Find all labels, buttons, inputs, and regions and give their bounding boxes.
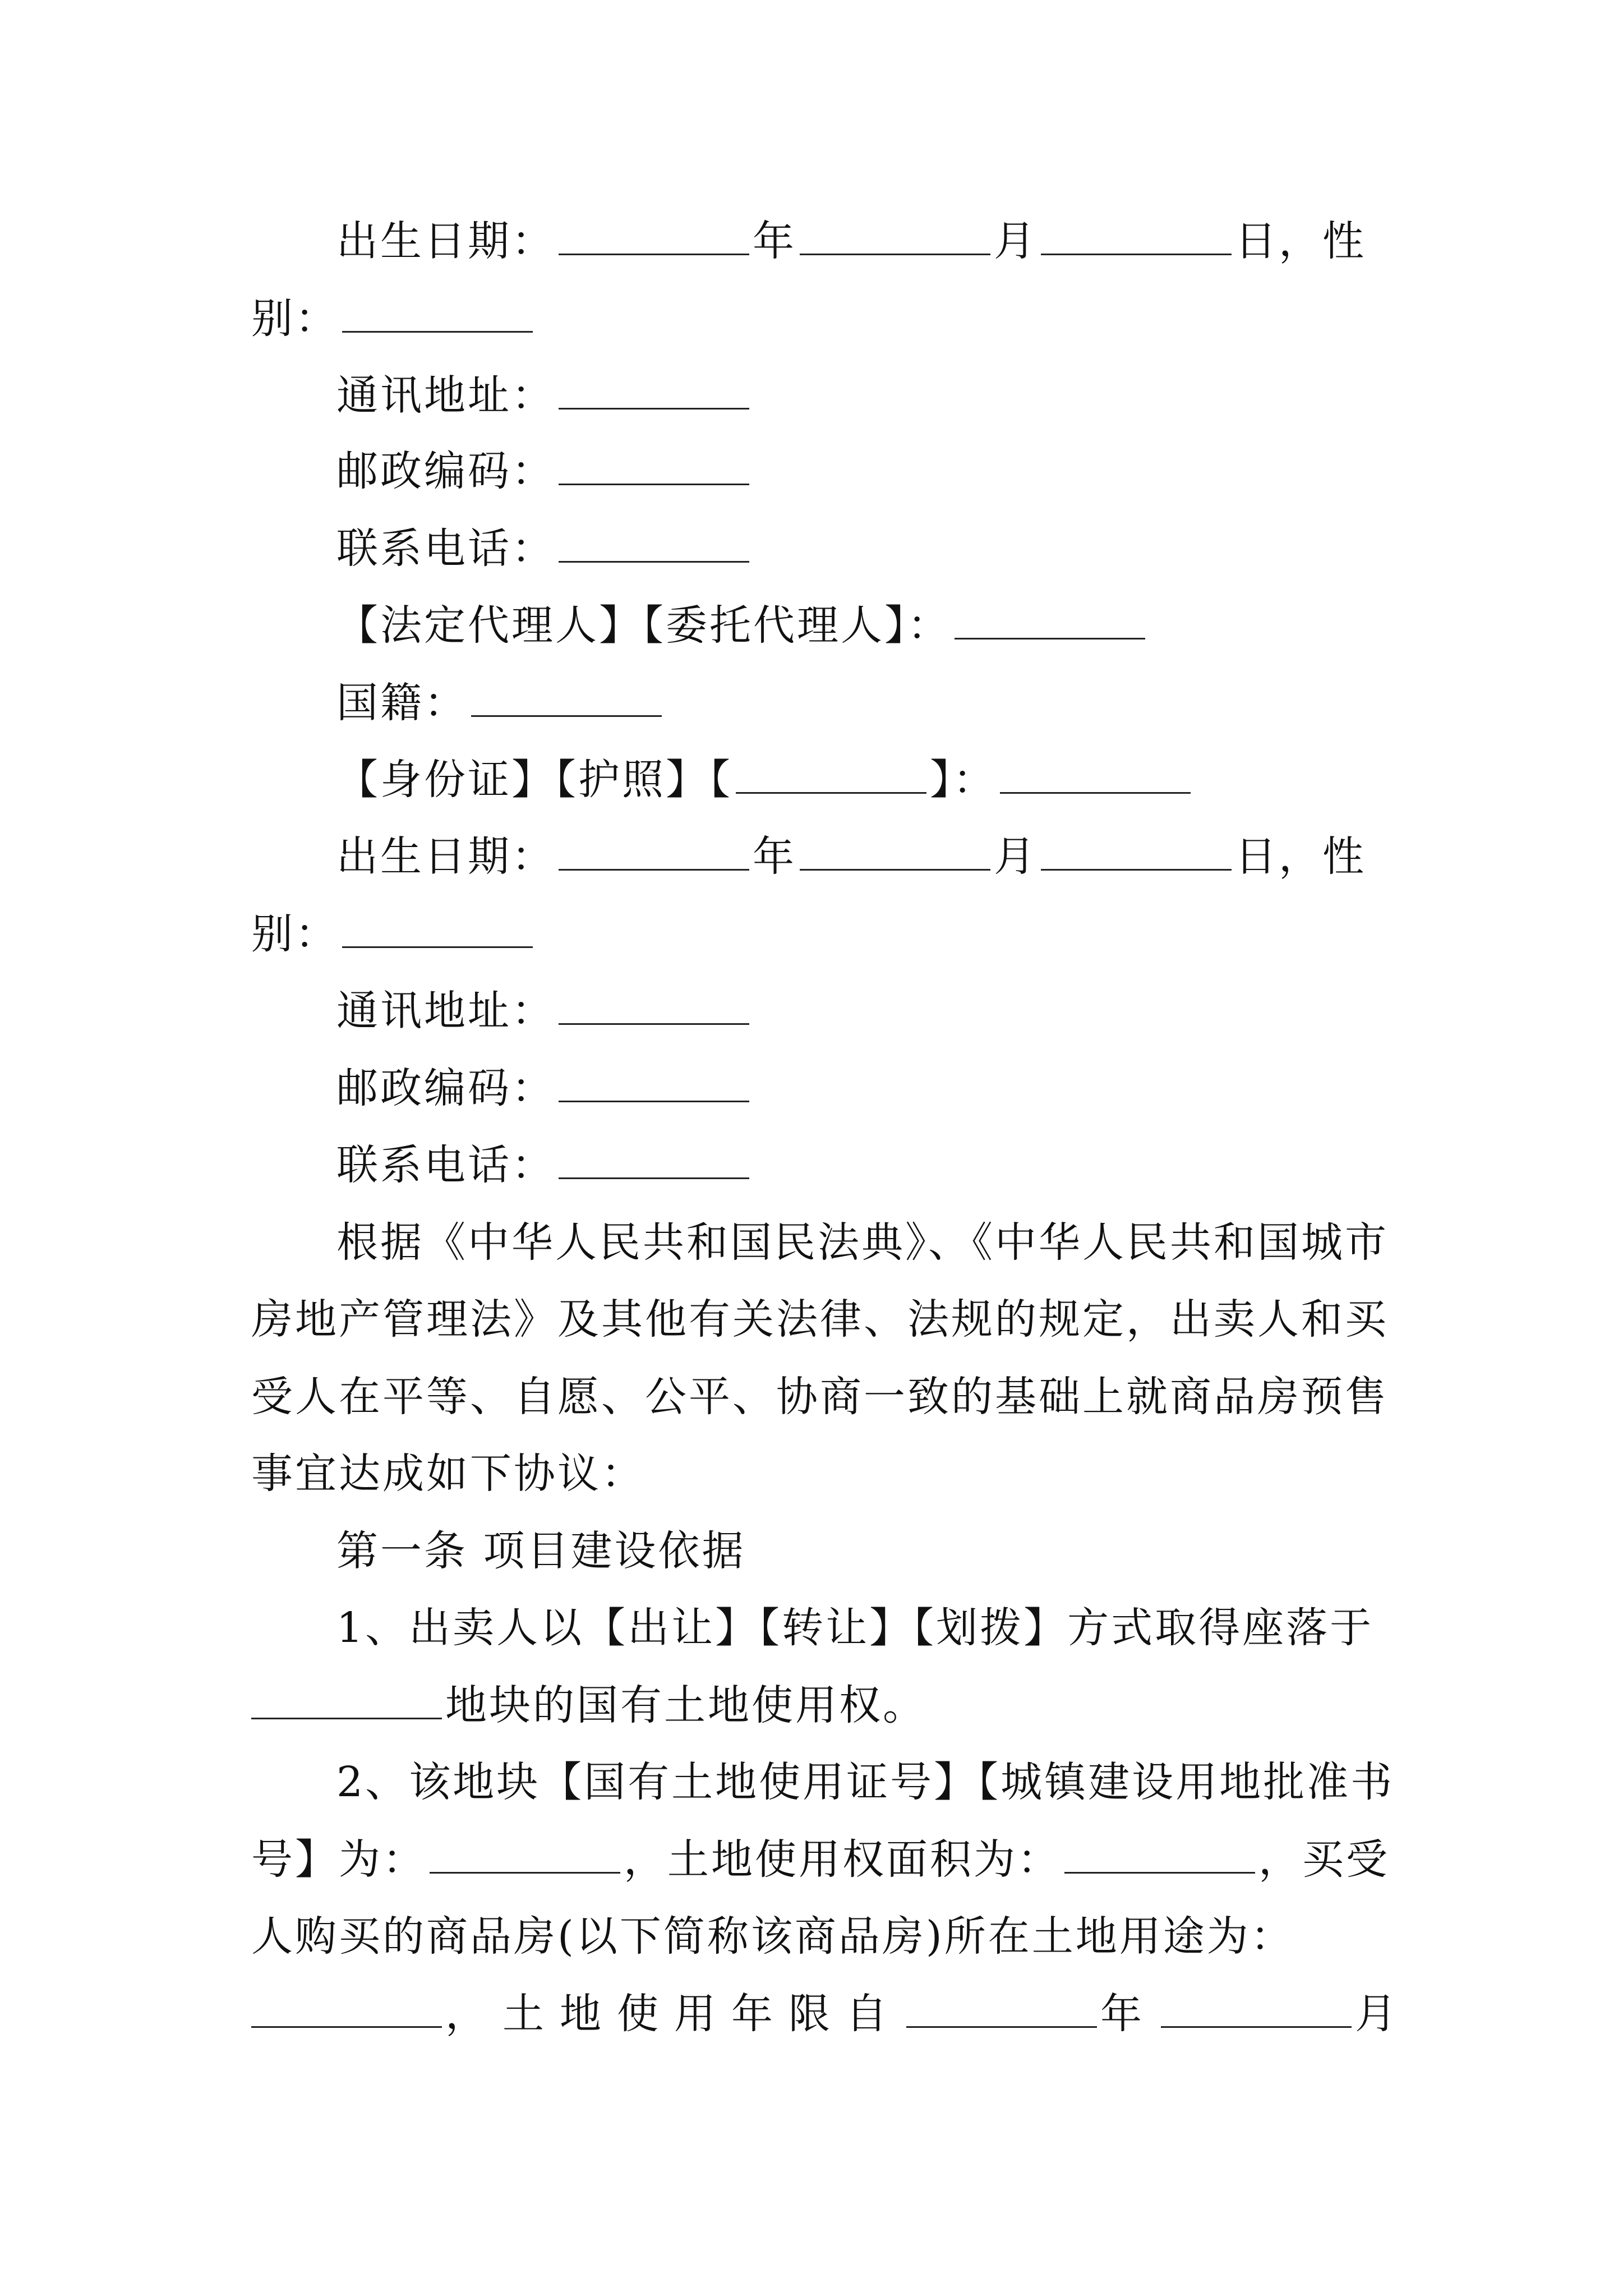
blank-address <box>559 369 749 409</box>
phone-label: 联系电话： <box>336 1141 555 1189</box>
id-close-label: 】： <box>930 756 997 804</box>
para1-line-3: 受人在平等、自愿、公平、协商一致的基础上就商品房预售 <box>251 1373 1389 1421</box>
month-label: 月 <box>994 217 1038 265</box>
blank-land-use <box>251 1987 442 2028</box>
blank-address <box>559 984 749 1025</box>
blank-postcode <box>559 1061 749 1102</box>
article-1-heading: 第一条 项目建设依据 <box>336 1527 746 1575</box>
month-label: 月 <box>994 832 1038 881</box>
blank-id-type <box>736 753 926 794</box>
gender-line-1 <box>251 285 1384 352</box>
birthdate-label: 出生日期： <box>336 217 555 265</box>
item2-line-1: 2、该地块【国有土地使用证号】【城镇建设用地批准书 <box>336 1758 1395 1806</box>
blank-day <box>1041 214 1232 255</box>
gender-label: 别： <box>251 295 339 343</box>
item1-line-2 <box>251 1672 1384 1739</box>
nationality-line <box>336 669 1469 737</box>
address-label: 通讯地址： <box>336 371 555 420</box>
gender-line-2 <box>251 900 1384 968</box>
blank-start-month <box>1161 1987 1352 2028</box>
blank-land-area <box>1064 1833 1255 1874</box>
para1-line-2: 房地产管理法》及其他有关法律、法规的规定，出卖人和买 <box>251 1295 1389 1343</box>
nationality-label: 国籍： <box>336 679 468 727</box>
id-line <box>336 746 1469 813</box>
blank-id-number <box>1000 753 1191 794</box>
agent-label: 【法定代理人】【委托代理人】： <box>336 601 951 650</box>
item2-line-3: 人购买的商品房(以下简称该商品房)所在土地用途为： <box>251 1912 1294 1961</box>
birthdate-line-1 <box>336 208 1469 275</box>
year-label: 年 <box>753 217 796 265</box>
blank-gender <box>342 292 533 333</box>
phone-label: 联系电话： <box>336 524 555 573</box>
blank-month <box>800 830 990 871</box>
phone-line-1 <box>336 515 1469 582</box>
agent-line <box>336 592 1469 659</box>
blank-certificate-no <box>430 1833 620 1874</box>
blank-nationality <box>471 676 662 717</box>
blank-gender <box>342 907 533 948</box>
blank-month <box>800 214 990 255</box>
postcode-line-1 <box>336 438 1469 505</box>
blank-day <box>1041 830 1232 871</box>
day-gender-label: 日，性 <box>1235 217 1366 265</box>
day-gender-label: 日，性 <box>1235 832 1366 881</box>
para1-line-1: 根据《中华人民共和国民法典》、《中华人民共和国城市 <box>336 1218 1389 1267</box>
year-label: 年 <box>753 832 796 881</box>
blank-agent <box>955 599 1145 639</box>
item2-text-c: ，买受 <box>1258 1835 1390 1884</box>
id-open-label: 【身份证】【护照】【 <box>336 756 732 804</box>
address-line-1 <box>336 362 1469 429</box>
blank-postcode <box>559 444 749 485</box>
item2-text-b: ，土地使用权面积为： <box>624 1835 1061 1884</box>
blank-year <box>559 830 749 871</box>
postcode-label: 邮政编码： <box>336 447 555 495</box>
blank-plot-location <box>251 1678 442 1719</box>
para1-line-4: 事宜达成如下协议： <box>251 1450 645 1498</box>
address-label: 通讯地址： <box>336 987 555 1035</box>
item2-text-d: ，土地使用年限自 <box>445 1990 903 2038</box>
birthdate-label: 出生日期： <box>336 832 555 881</box>
postcode-line-2 <box>336 1055 1469 1122</box>
blank-year <box>559 214 749 255</box>
item2-line-2 <box>251 1826 1390 1893</box>
address-line-2 <box>336 977 1469 1045</box>
item2-text-f: 月 <box>1355 1990 1399 2038</box>
item2-text-e: 年 <box>1100 1990 1158 2038</box>
blank-phone <box>559 1138 749 1179</box>
gender-label: 别： <box>251 910 339 958</box>
item1-text: 地块的国有土地使用权。 <box>445 1681 926 1729</box>
birthdate-line-2 <box>336 823 1469 890</box>
postcode-label: 邮政编码： <box>336 1064 555 1112</box>
phone-line-2 <box>336 1131 1469 1199</box>
blank-start-year <box>906 1987 1097 2028</box>
item1-line-1: 1、出卖人以【出让】【转让】【划拨】方式取得座落于 <box>336 1604 1374 1652</box>
item2-text-a: 号】为： <box>251 1835 426 1884</box>
blank-phone <box>559 522 749 563</box>
item2-line-4 <box>251 1980 1399 2047</box>
